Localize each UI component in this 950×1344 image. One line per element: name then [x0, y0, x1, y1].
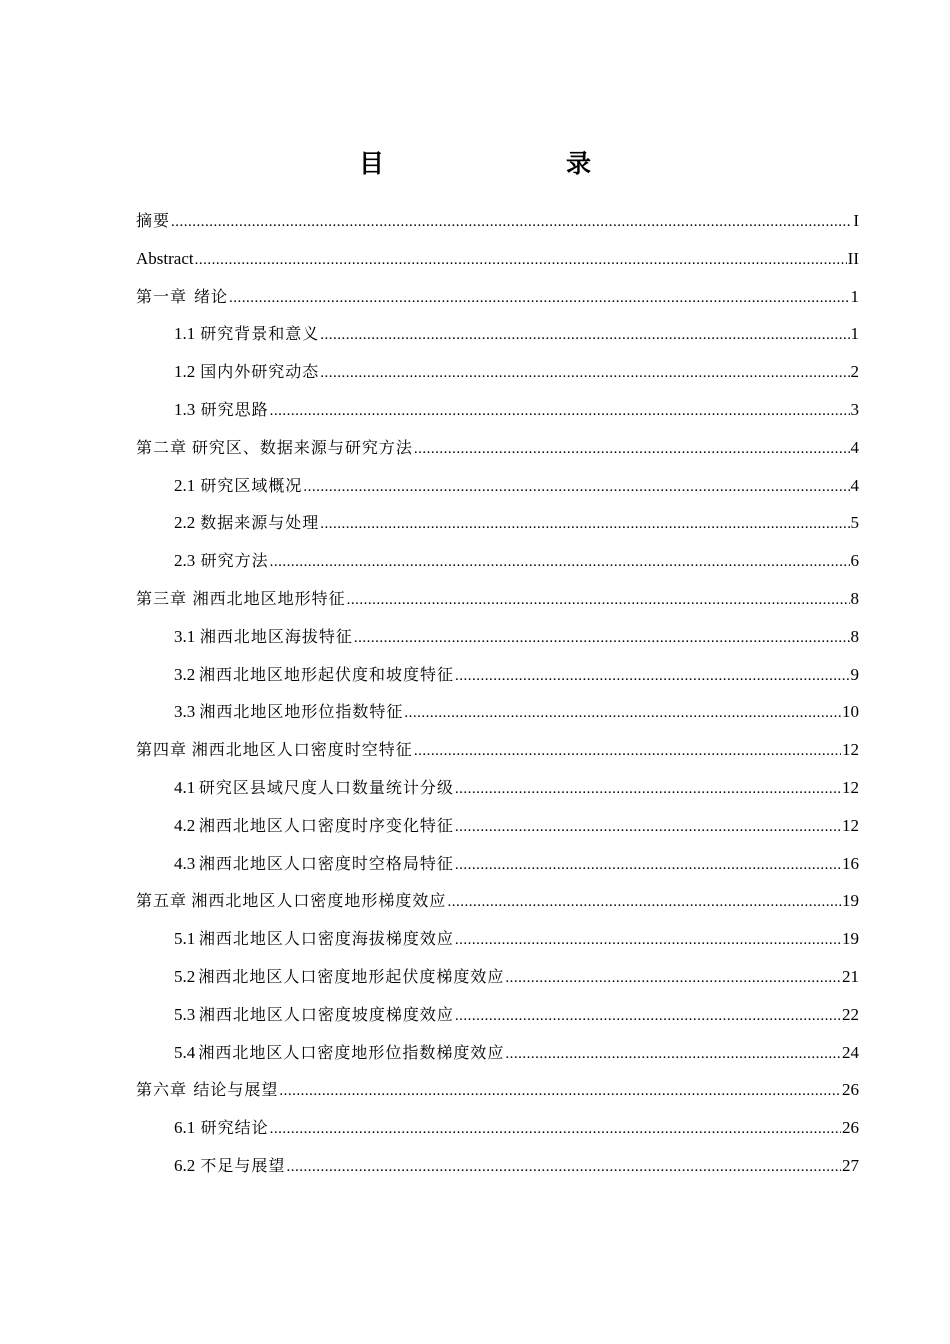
dot-leader	[447, 887, 841, 917]
entry-number: 5.1	[174, 929, 196, 949]
dot-leader	[414, 434, 850, 464]
toc-section-entry[interactable]	[174, 1000, 859, 1030]
entry-number: 1.2	[174, 362, 196, 382]
page-number: 1	[850, 286, 859, 306]
dot-leader	[270, 547, 850, 577]
entry-title: 湘西北地区地形起伏度和坡度特征	[198, 664, 454, 684]
dot-leader	[455, 774, 841, 804]
entry-number: 第四章	[136, 740, 188, 760]
dot-leader	[455, 661, 850, 691]
dot-leader	[279, 1076, 841, 1106]
entry-number: 2.1	[174, 475, 196, 495]
entry-number: 4.1	[174, 778, 196, 797]
entry-number: 3.2	[174, 664, 196, 684]
page-number: 26	[842, 1118, 859, 1138]
dot-leader	[195, 245, 847, 275]
toc-chapter-entry[interactable]	[136, 735, 859, 765]
toc-chapter-entry[interactable]	[136, 584, 859, 614]
entry-number: 第一章	[136, 286, 188, 306]
page-number: 16	[842, 853, 859, 873]
dot-leader	[286, 1152, 841, 1182]
entry-title: 绪论	[193, 286, 228, 306]
toc-section-entry[interactable]	[174, 1113, 859, 1143]
dot-leader	[354, 623, 850, 653]
entry-number: 第二章	[136, 437, 188, 457]
entry-title: 数据来源与处理	[200, 513, 320, 533]
entry-title: 湘西北地区人口密度地形起伏度梯度效应	[198, 967, 505, 986]
dot-leader	[270, 1114, 841, 1144]
entry-number: 5.2	[174, 967, 196, 986]
page-number: 1	[850, 324, 859, 344]
entry-number: 3.3	[174, 702, 196, 722]
page-number: 5	[850, 513, 859, 533]
entry-number: 5.3	[174, 1004, 196, 1024]
page-number: 12	[842, 778, 859, 797]
toc-chapter-entry[interactable]	[136, 244, 859, 274]
entry-number: 第五章	[136, 891, 188, 911]
toc-section-entry[interactable]	[174, 773, 859, 803]
toc-chapter-entry[interactable]	[136, 433, 859, 463]
toc-section-entry[interactable]	[174, 811, 859, 841]
dot-leader	[171, 207, 852, 237]
toc-section-entry[interactable]	[174, 1038, 859, 1068]
dot-leader	[404, 698, 841, 728]
page-number: 9	[850, 664, 859, 684]
dot-leader	[270, 396, 850, 426]
page-number: 10	[842, 702, 859, 722]
page-number: 3	[850, 400, 859, 419]
toc-chapter-entry[interactable]	[136, 1075, 859, 1105]
page-number: 26	[842, 1080, 859, 1100]
page-number: I	[853, 211, 859, 230]
entry-number: 6.2	[174, 1156, 196, 1175]
dot-leader	[505, 1039, 841, 1069]
dot-leader	[347, 585, 850, 615]
dot-leader	[455, 812, 841, 842]
entry-title: 研究背景和意义	[200, 324, 320, 344]
entry-title: 湘西北地区人口密度时序变化特征	[198, 815, 454, 835]
entry-title: 湘西北地区人口密度地形梯度效应	[191, 891, 447, 911]
entry-title: 国内外研究动态	[200, 362, 320, 382]
entry-title: 湘西北地区海拔特征	[199, 626, 353, 646]
toc-chapter-entry[interactable]	[136, 206, 859, 236]
toc-section-entry[interactable]	[174, 924, 859, 954]
entry-title: 湘西北地区人口密度时空格局特征	[198, 853, 454, 873]
entry-title: 结论与展望	[193, 1080, 279, 1100]
toc-section-entry[interactable]	[174, 508, 859, 538]
page-number: 6	[850, 551, 859, 571]
toc-section-entry[interactable]	[174, 471, 859, 501]
page-number: 24	[842, 1042, 859, 1062]
toc-title: 目 录	[358, 149, 635, 178]
toc-section-entry[interactable]	[174, 849, 859, 879]
page-number: 21	[842, 967, 859, 986]
page-number: 12	[842, 740, 859, 760]
entry-title: 湘西北地区人口密度海拔梯度效应	[198, 929, 454, 949]
entry-number: 2.3	[174, 551, 196, 571]
dot-leader	[414, 736, 841, 766]
entry-title: 摘要	[136, 211, 171, 230]
entry-title: 湘西北地区人口密度坡度梯度效应	[198, 1004, 454, 1024]
dot-leader	[455, 925, 841, 955]
page-number: 27	[842, 1156, 859, 1175]
entry-title: Abstract	[136, 248, 194, 268]
page-number: 12	[842, 815, 859, 835]
entry-title: 研究区、数据来源与研究方法	[191, 437, 413, 457]
entry-number: 第三章	[136, 589, 188, 608]
page-number: 4	[850, 475, 859, 495]
toc-chapter-entry[interactable]	[136, 886, 859, 916]
entry-title: 研究区县域尺度人口数量统计分级	[198, 778, 454, 797]
page-number: 2	[850, 362, 859, 382]
page-number: 4	[850, 437, 859, 457]
dot-leader	[229, 283, 850, 313]
dot-leader	[320, 320, 849, 350]
entry-number: 3.1	[174, 626, 196, 646]
toc-section-entry[interactable]	[174, 546, 859, 576]
entry-number: 5.4	[174, 1042, 196, 1062]
page-number: 8	[850, 589, 859, 608]
page-number: 19	[842, 891, 859, 911]
entry-number: 2.2	[174, 513, 196, 533]
dot-leader	[455, 850, 841, 880]
page-number: 8	[850, 626, 859, 646]
toc-section-entry[interactable]	[174, 319, 859, 349]
dot-leader	[455, 1001, 841, 1031]
page-number: 19	[842, 929, 859, 949]
toc-section-entry[interactable]	[174, 962, 859, 992]
entry-title: 研究方法	[200, 551, 269, 571]
entry-title: 研究思路	[200, 400, 269, 419]
entry-title: 研究区域概况	[200, 475, 303, 495]
entry-number: 1.3	[174, 400, 196, 419]
toc-chapter-entry[interactable]	[136, 282, 859, 312]
dot-leader	[320, 509, 849, 539]
entry-number: 1.1	[174, 324, 196, 344]
toc-section-entry[interactable]	[174, 697, 859, 727]
entry-title: 湘西北地区人口密度地形位指数梯度效应	[198, 1042, 505, 1062]
page-number: 22	[842, 1004, 859, 1024]
toc-section-entry[interactable]	[174, 1151, 859, 1181]
entry-number: 第六章	[136, 1080, 188, 1100]
toc-section-entry[interactable]	[174, 357, 859, 387]
toc-section-entry[interactable]	[174, 622, 859, 652]
entry-title: 不足与展望	[200, 1156, 286, 1175]
toc-section-entry[interactable]	[174, 660, 859, 690]
entry-title: 湘西北地区人口密度时空特征	[191, 740, 413, 760]
entry-title: 湘西北地区地形位指数特征	[199, 702, 404, 722]
toc-section-entry[interactable]	[174, 395, 859, 425]
page-number: II	[847, 248, 859, 268]
entry-number: 4.3	[174, 853, 196, 873]
entry-title: 湘西北地区地形特征	[192, 589, 346, 608]
dot-leader	[303, 472, 849, 502]
dot-leader	[320, 358, 849, 388]
entry-title: 研究结论	[200, 1118, 269, 1138]
entry-number: 4.2	[174, 815, 196, 835]
dot-leader	[505, 963, 841, 993]
entry-number: 6.1	[174, 1118, 196, 1138]
